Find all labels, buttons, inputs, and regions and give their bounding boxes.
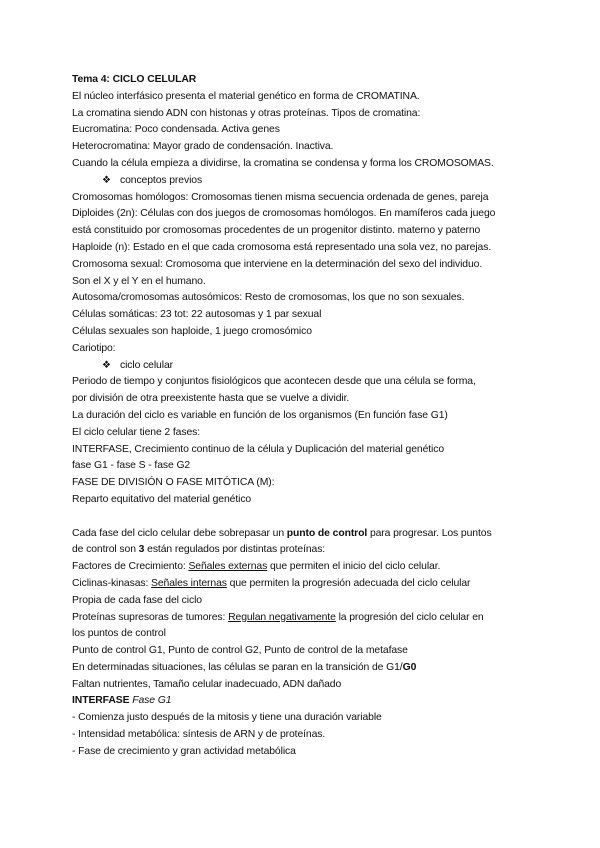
text-line (72, 660, 532, 677)
diamond-bullet-icon: ❖ (102, 359, 111, 371)
text-run: Proteínas supresoras de tumores: (72, 611, 229, 623)
bullet-label: conceptos previos (120, 174, 203, 186)
text-line: - Intensidad metabólica: síntesis de ARN y de proteínas. (72, 729, 326, 741)
text-line: Células somáticas: 23 tot: 22 autosomas y 1 par sexual (72, 309, 322, 321)
text-line: Haploide (n): Estado en el que cada cromosoma está representado una sola vez, no parejas. (72, 241, 492, 253)
text-line (72, 542, 532, 559)
text-line: fase G1 - fase S - fase G2 (72, 460, 191, 472)
text-line: Cuando la célula empieza a dividirse, la cromatina se condensa y forma los CROMOSOMAS. (72, 157, 494, 169)
underlined-text: Regulan negativamente (228, 611, 336, 623)
text-line (72, 576, 532, 593)
text-line: Cariotipo: (72, 342, 116, 354)
text-line: Periodo de tiempo y conjuntos fisiológicos que acontecen desde que una célula se forma, (72, 376, 476, 388)
text-run: están regulados por distintas proteínas: (144, 544, 326, 556)
text-line: Son el X y el Y en el humano. (72, 275, 206, 287)
text-line (72, 559, 532, 576)
bold-text: punto de control (286, 527, 368, 539)
italic-text: Fase G1 (132, 695, 172, 707)
bold-text: G0 (402, 661, 417, 673)
text-line: Diploides (2n): Células con dos juegos de cromosomas homólogos. En mamíferos cada juego (72, 208, 496, 220)
bold-text: INTERFASE (72, 695, 130, 707)
bullet-label: ciclo celular (120, 359, 173, 371)
text-line: está constituido por cromosomas procedentes de un progenitor distinto. materno y paterno (72, 225, 481, 237)
text-line: Cromosomas homólogos: Cromosomas tienen misma secuencia ordenada de genes, pareja (72, 191, 489, 203)
text-line: los puntos de control (72, 628, 166, 640)
text-run: Cada fase del ciclo celular debe sobrepasar un (72, 527, 287, 539)
bullet-item (72, 173, 532, 190)
document-body (72, 72, 532, 761)
underlined-text: Señales internas (151, 577, 227, 589)
text-line: Propia de cada fase del ciclo (72, 594, 202, 606)
text-line: La cromatina siendo ADN con histonas y otras proteínas. Tipos de cromatina: (72, 107, 421, 119)
text-line: El ciclo celular tiene 2 fases: (72, 426, 201, 438)
paragraph-spacer (72, 509, 532, 526)
text-line: El núcleo interfásico presenta el material genético en forma de CROMATINA. (72, 90, 420, 102)
text-run: de control son (72, 544, 139, 556)
text-line: - Comienza justo después de la mitosis y tiene una duración variable (72, 712, 382, 724)
text-line: Cromosoma sexual: Cromosoma que interviene en la determinación del sexo del individuo. (72, 258, 483, 270)
text-run: que permiten el inicio del ciclo celular. (267, 561, 441, 573)
text-line: Células sexuales son haploide, 1 juego cromosómico (72, 325, 312, 337)
text-line: Punto de control G1, Punto de control G2, Punto de control de la metafase (72, 645, 408, 657)
text-run: la progresión del ciclo celular en (335, 611, 484, 623)
text-line (72, 610, 532, 627)
text-run: que permiten la progresión adecuada del ciclo celular (226, 577, 471, 589)
text-line (72, 526, 532, 543)
text-run: En determinadas situaciones, las células se paran en la transición de G1/ (72, 661, 403, 673)
text-run: Factores de Crecimiento: (72, 561, 189, 573)
section-heading (72, 693, 532, 710)
text-line: INTERFASE, Crecimiento continuo de la célula y Duplicación del material genético (72, 443, 445, 455)
text-run: Ciclinas-kinasas: (72, 577, 152, 589)
text-line: por división de otra preexistente hasta que se vuelve a dividir. (72, 393, 350, 405)
text-line: Reparto equitativo del material genético (72, 493, 252, 505)
document-title: Tema 4: CICLO CELULAR (72, 74, 197, 85)
diamond-bullet-icon: ❖ (102, 174, 111, 186)
text-line: Faltan nutrientes, Tamaño celular inadecuado, ADN dañado (72, 678, 342, 690)
text-line: FASE DE DIVISIÓN O FASE MITÓTICA (M): (72, 477, 275, 489)
text-line: Eucromatina: Poco condensada. Activa genes (72, 124, 280, 136)
bullet-item (72, 358, 532, 375)
bold-text: 3 (138, 544, 145, 556)
text-line: - Fase de crecimiento y gran actividad metabólica (72, 745, 296, 757)
text-line: Heterocromatina: Mayor grado de condensación. Inactiva. (72, 141, 334, 153)
underlined-text: Señales externas (188, 561, 268, 573)
text-run: para progresar. Los puntos (367, 527, 492, 539)
text-line: Autosoma/cromosomas autosómicos: Resto de cromosomas, los que no son sexuales. (72, 292, 465, 304)
text-line: La duración del ciclo es variable en función de los organismos (En función fase G1) (72, 409, 448, 421)
